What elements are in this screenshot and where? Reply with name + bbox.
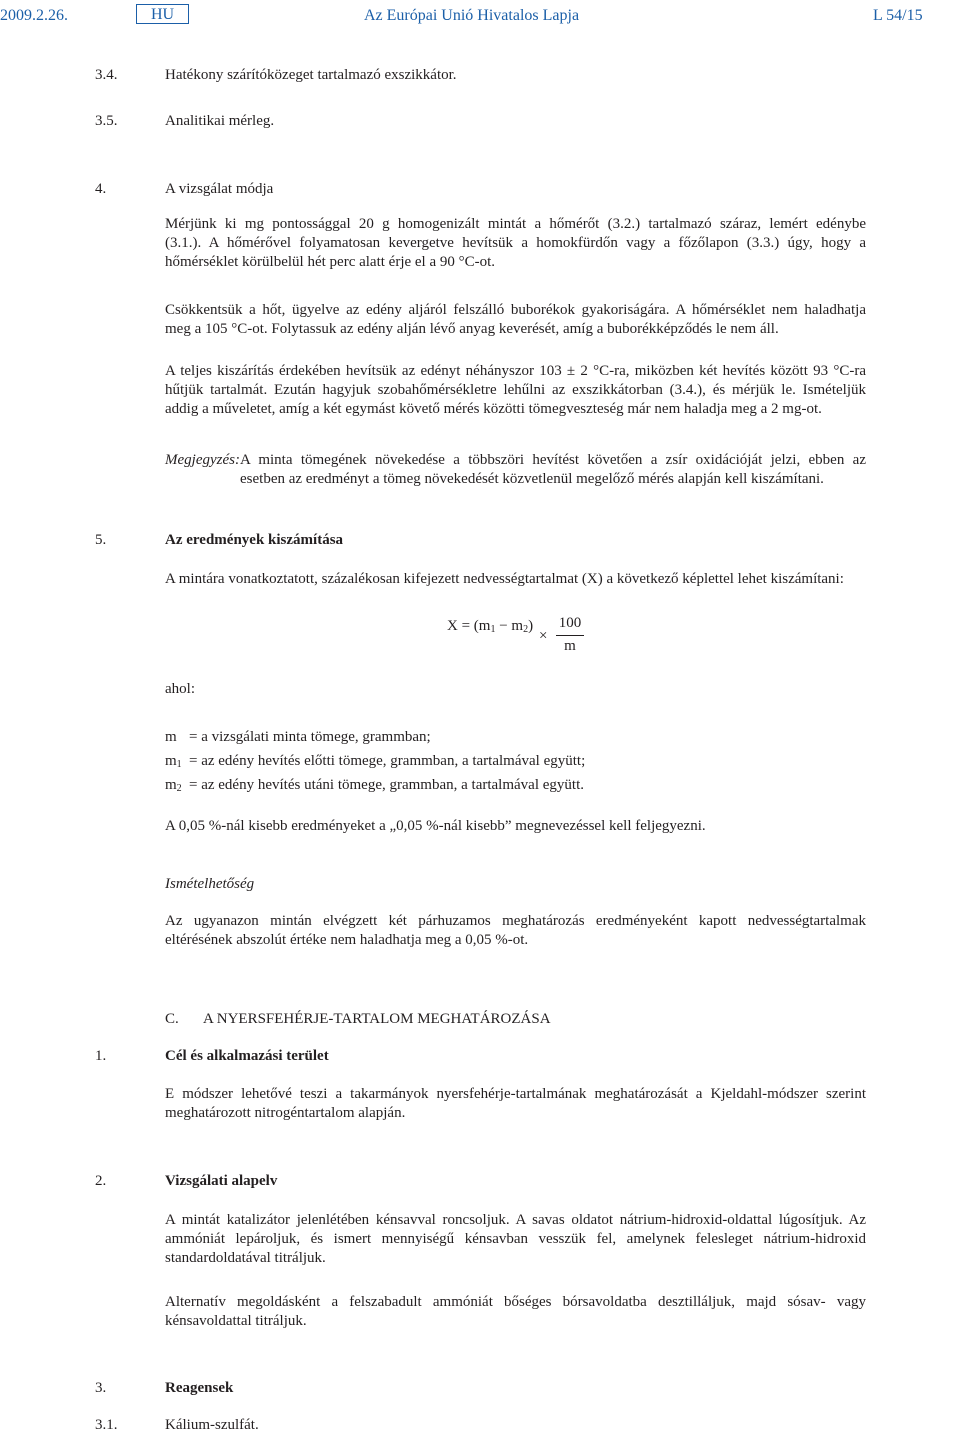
definition-text: = az edény hevítés utáni tömege, grammban, a tartalmával együtt. <box>189 777 584 793</box>
definition-text: = a vizsgálati minta tömege, grammban; <box>189 729 431 745</box>
fraction-bar <box>556 635 584 636</box>
text-line: hőmérséklet körülbelül hét perc alatt érje el a 90 °C-ot. <box>165 254 496 270</box>
reporting-note: A 0,05 %-nál kisebb eredményeket a „0,05 %-nál kisebb” megnevezéssel kell feljegyezni. <box>165 818 706 834</box>
definition-symbol: m <box>165 729 177 745</box>
header-lang-box <box>136 5 189 24</box>
part-c-number: C. <box>165 1011 179 1027</box>
note-text <box>240 451 866 489</box>
text-line: (3.1.). A hőmérővel folyamatosan kevergetve hevítsük a homokfürdőn vagy a főzőlapon (3.3.) úgy, hogy a <box>165 235 866 251</box>
text-line: addig a műveletet, amíg a két egymást követő mérés közötti tömegveszteség már nem haladja meg a 2 mg-ot. <box>165 401 822 417</box>
text-line: A mintát katalizátor jelenlétében kénsavval roncsoljuk. A savas oldatot nátrium-hidroxid-oldattal lúgosítjuk. Az <box>165 1212 866 1228</box>
formula-times: × <box>539 628 548 644</box>
note-label: Megjegyzés: <box>165 452 240 468</box>
c-section-1-title: Cél és alkalmazási terület <box>165 1048 329 1064</box>
header-page-ref: L 54/15 <box>873 7 923 24</box>
section-4-title: A vizsgálat módja <box>165 181 274 197</box>
item-c-3-1-number: 3.1. <box>95 1417 118 1433</box>
item-3-4-text: Hatékony szárítóközeget tartalmazó exszikkátor. <box>165 67 457 83</box>
definition-row <box>165 752 182 771</box>
section-5-title: Az eredmények kiszámítása <box>165 532 344 548</box>
text-line: meghatározott nitrogéntartalom alapján. <box>165 1105 406 1121</box>
formula-lhs: X = (m <box>447 618 491 634</box>
item-3-5-number: 3.5. <box>95 113 118 129</box>
text-line: eltérésének abszolút értéke nem haladhatja meg a 0,05 %-ot. <box>165 932 529 948</box>
repeatability-title: Ismételhetőség <box>165 876 255 892</box>
text-line: Az ugyanazon mintán elvégzett két párhuzamos meghatározás eredményeként kapott nedvességtartalmak <box>165 913 866 929</box>
text-line: hűtjük tartalmát. Ezután hagyjuk szobahőmérsékletre lehűlni az exszikkátorban (3.4.), és mérjük le. Ismételjük <box>165 382 866 398</box>
header-lang: HU <box>136 4 189 24</box>
text-line: esetben az eredményt a tömeg növekedését közvetlenül megelőző mérés alapján kell kiszámítani. <box>240 471 824 487</box>
where-label: ahol: <box>165 681 195 697</box>
header-journal: Az Európai Unió Hivatalos Lapja <box>364 7 580 24</box>
formula-sub-2: 2 <box>523 624 529 635</box>
formula-denominator: m <box>564 638 576 654</box>
text-line: standardoldatával titráljuk. <box>165 1250 326 1266</box>
section-4-paragraph-1 <box>165 215 866 272</box>
part-c-title: A NYERSFEHÉRJE-TARTALOM MEGHATÁROZÁSA <box>203 1011 551 1027</box>
c-section-2-paragraph-2 <box>165 1293 866 1331</box>
section-5-intro: A mintára vonatkoztatott, százalékosan kifejezett nedvességtartalmat (X) a következő képlettel lehet kiszámítani: <box>165 571 844 587</box>
c-section-2-title: Vizsgálati alapelv <box>165 1173 278 1189</box>
text-line: ammóniát lepároljuk, és ismert mennyiségű kénsavban vesszük fel, amelynek felesleget nátrium-hidroxid <box>165 1231 866 1247</box>
text-line: Mérjünk ki mg pontossággal 20 g homogenizált mintát a hőmérőt (3.2.) tartalmazó száraz, lemért edénybe <box>165 216 866 232</box>
formula-sub-1: 1 <box>490 624 496 635</box>
definition-subscript: 2 <box>176 783 182 794</box>
section-5-number: 5. <box>95 532 107 548</box>
formula-fraction <box>556 614 584 656</box>
section-4-number: 4. <box>95 181 107 197</box>
formula-close: ) <box>528 618 534 634</box>
text-line: kénsavoldattal titráljuk. <box>165 1313 307 1329</box>
text-line: E módszer lehetővé teszi a takarmányok nyersfehérje-tartalmának meghatározását a Kjeldahl-módszer szerint <box>165 1086 866 1102</box>
definition-text: = az edény hevítés előtti tömege, grammban, a tartalmával együtt; <box>189 753 586 769</box>
text-line: A minta tömegének növekedése a többszöri hevítést követően a zsír oxidációját jelzi, ebben az <box>240 452 866 468</box>
text-line: A teljes kiszárítás érdekében hevítsük az edényt néhányszor 103 ± 2 °C-ra, miközben két hevítés között 93 °C-ra <box>165 363 866 379</box>
formula-minus: − m <box>495 618 524 634</box>
formula-numerator: 100 <box>558 615 582 631</box>
definition-row <box>165 728 177 747</box>
item-3-4-number: 3.4. <box>95 67 118 83</box>
header-date: 2009.2.26. <box>0 7 68 24</box>
item-c-3-1-text: Kálium-szulfát. <box>165 1417 259 1433</box>
definition-row <box>165 776 182 795</box>
c-section-3-number: 3. <box>95 1380 107 1396</box>
definition-symbol: m <box>165 753 177 769</box>
text-line: Csökkentsük a hőt, ügyelve az edény aljáról felszálló buborékok gyakoriságára. A hőmérséklet nem haladhatja <box>165 302 866 318</box>
section-4-paragraph-2 <box>165 301 866 339</box>
c-section-1-text <box>165 1085 866 1123</box>
definition-symbol: m <box>165 777 177 793</box>
section-4-paragraph-3 <box>165 362 866 419</box>
moisture-formula <box>447 617 533 636</box>
c-section-2-number: 2. <box>95 1173 107 1189</box>
text-line: meg a 105 °C-ot. Folytassuk az edény alján lévő anyag keverését, amíg a buborékképződés le nem áll. <box>165 321 779 337</box>
c-section-2-paragraph-1 <box>165 1211 866 1268</box>
definition-subscript: 1 <box>176 759 182 770</box>
item-3-5-text: Analitikai mérleg. <box>165 113 275 129</box>
repeatability-text <box>165 912 866 950</box>
text-line: Alternatív megoldásként a felszabadult ammóniát bőséges bórsavoldatba desztilláljuk, majd sósav- vagy <box>165 1294 866 1310</box>
c-section-1-number: 1. <box>95 1048 107 1064</box>
c-section-3-title: Reagensek <box>165 1380 234 1396</box>
